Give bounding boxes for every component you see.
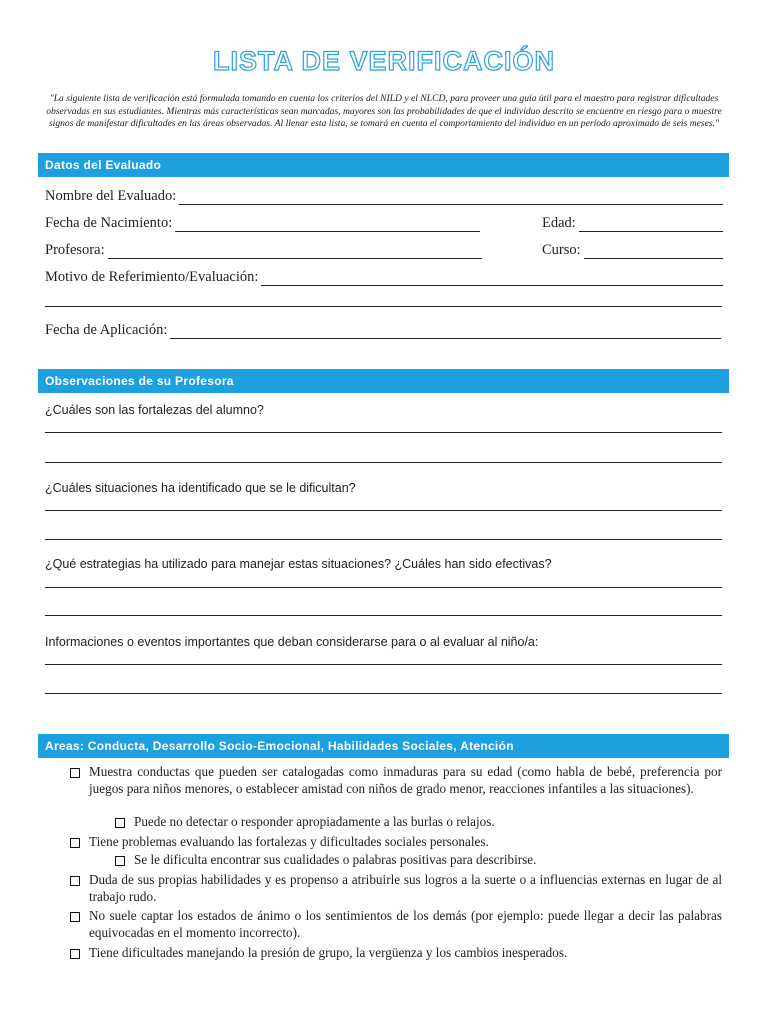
checklist-item: No suele captar los estados de ánimo o los sentimientos de los demás (por ejemplo: puede llegar a decir las palabras equivocadas en el momento incorrecto). bbox=[70, 908, 722, 941]
fecha-aplicacion-input-line[interactable] bbox=[170, 323, 721, 339]
edad-field[interactable] bbox=[542, 212, 723, 232]
fecha-nacimiento-input-line[interactable] bbox=[175, 216, 480, 232]
question-fortalezas: ¿Cuáles son las fortalezas del alumno? bbox=[45, 403, 264, 417]
motivo-input-line[interactable] bbox=[261, 270, 723, 286]
curso-input-line[interactable] bbox=[584, 243, 723, 259]
page-title: LISTA DE VERIFICACIÓN bbox=[212, 46, 555, 76]
intro-paragraph: "La siguiente lista de verificación está formulada tomando en cuenta los criterios del NILD y el NLCD, para proveer una guía útil para el maestro para registrar dificultades observadas en sus estudiantes. Mientras más características sean marcadas, mayores son las probabilidades de que el individuo descrito se encuentre en riesgo para o muestre signos de manifestar dificultades en las áreas observadas. Al llenar esta lista, se tomará en cuenta el comportamiento del individuo en un período aproximado de seis meses." bbox=[46, 93, 722, 129]
answer-line[interactable] bbox=[45, 693, 722, 694]
answer-line[interactable] bbox=[45, 587, 722, 588]
edad-label: Edad: bbox=[542, 215, 576, 231]
fecha-nacimiento-field[interactable] bbox=[45, 212, 480, 232]
answer-line[interactable] bbox=[45, 539, 722, 540]
checklist-item: Tiene problemas evaluando las fortalezas y dificultades sociales personales. bbox=[70, 834, 722, 851]
checklist-item: Muestra conductas que pueden ser catalogadas como inmaduras para su edad (como habla de bebé, preferencia por juegos para niños menores, o establecer amistad con niños de grado menor, reacciones infantiles a las situaciones). bbox=[70, 764, 722, 797]
profesora-label: Profesora: bbox=[45, 242, 105, 258]
answer-line[interactable] bbox=[45, 462, 722, 463]
checkbox[interactable] bbox=[70, 838, 80, 848]
nombre-field[interactable] bbox=[45, 185, 723, 205]
question-informaciones: Informaciones o eventos importantes que deban considerarse para o al evaluar al niño/a: bbox=[45, 635, 539, 649]
answer-line[interactable] bbox=[45, 432, 722, 433]
fecha-aplicacion-field[interactable] bbox=[45, 319, 721, 339]
nombre-label: Nombre del Evaluado: bbox=[45, 188, 177, 204]
checkbox[interactable] bbox=[115, 856, 125, 866]
question-dificultades: ¿Cuáles situaciones ha identificado que se le dificultan? bbox=[45, 481, 356, 495]
nombre-input-line[interactable] bbox=[179, 189, 723, 205]
answer-line[interactable] bbox=[45, 664, 722, 665]
checkbox[interactable] bbox=[115, 818, 125, 828]
edad-input-line[interactable] bbox=[579, 216, 723, 232]
motivo-label: Motivo de Referimiento/Evaluación: bbox=[45, 269, 259, 285]
checklist-item: Tiene dificultades manejando la presión de grupo, la vergüenza y los cambios inesperados. bbox=[70, 945, 722, 962]
fecha-nacimiento-label: Fecha de Nacimiento: bbox=[45, 215, 173, 231]
answer-line[interactable] bbox=[45, 615, 722, 616]
section-header-datos: Datos del Evaluado bbox=[38, 153, 729, 177]
section-header-observaciones: Observaciones de su Profesora bbox=[38, 369, 729, 393]
profesora-input-line[interactable] bbox=[108, 243, 482, 259]
profesora-field[interactable] bbox=[45, 239, 482, 259]
fecha-aplicacion-label: Fecha de Aplicación: bbox=[45, 322, 168, 338]
checklist-item: Se le dificulta encontrar sus cualidades o palabras positivas para describirse. bbox=[115, 852, 722, 869]
section-header-areas: Areas: Conducta, Desarrollo Socio-Emocional, Habilidades Sociales, Atención bbox=[38, 734, 729, 758]
checkbox[interactable] bbox=[70, 949, 80, 959]
motivo-extra-line[interactable] bbox=[45, 306, 722, 307]
question-estrategias: ¿Qué estrategias ha utilizado para manejar estas situaciones? ¿Cuáles han sido efectivas? bbox=[45, 557, 552, 571]
checklist-item: Puede no detectar o responder apropiadamente a las burlas o relajos. bbox=[115, 814, 722, 831]
curso-field[interactable] bbox=[542, 239, 723, 259]
checkbox[interactable] bbox=[70, 876, 80, 886]
motivo-field[interactable] bbox=[45, 266, 723, 286]
checkbox[interactable] bbox=[70, 912, 80, 922]
checkbox[interactable] bbox=[70, 768, 80, 778]
checklist-item: Duda de sus propias habilidades y es propenso a atribuirle sus logros a la suerte o a influencias externas en lugar de al trabajo rudo. bbox=[70, 872, 722, 905]
curso-label: Curso: bbox=[542, 242, 581, 258]
answer-line[interactable] bbox=[45, 510, 722, 511]
